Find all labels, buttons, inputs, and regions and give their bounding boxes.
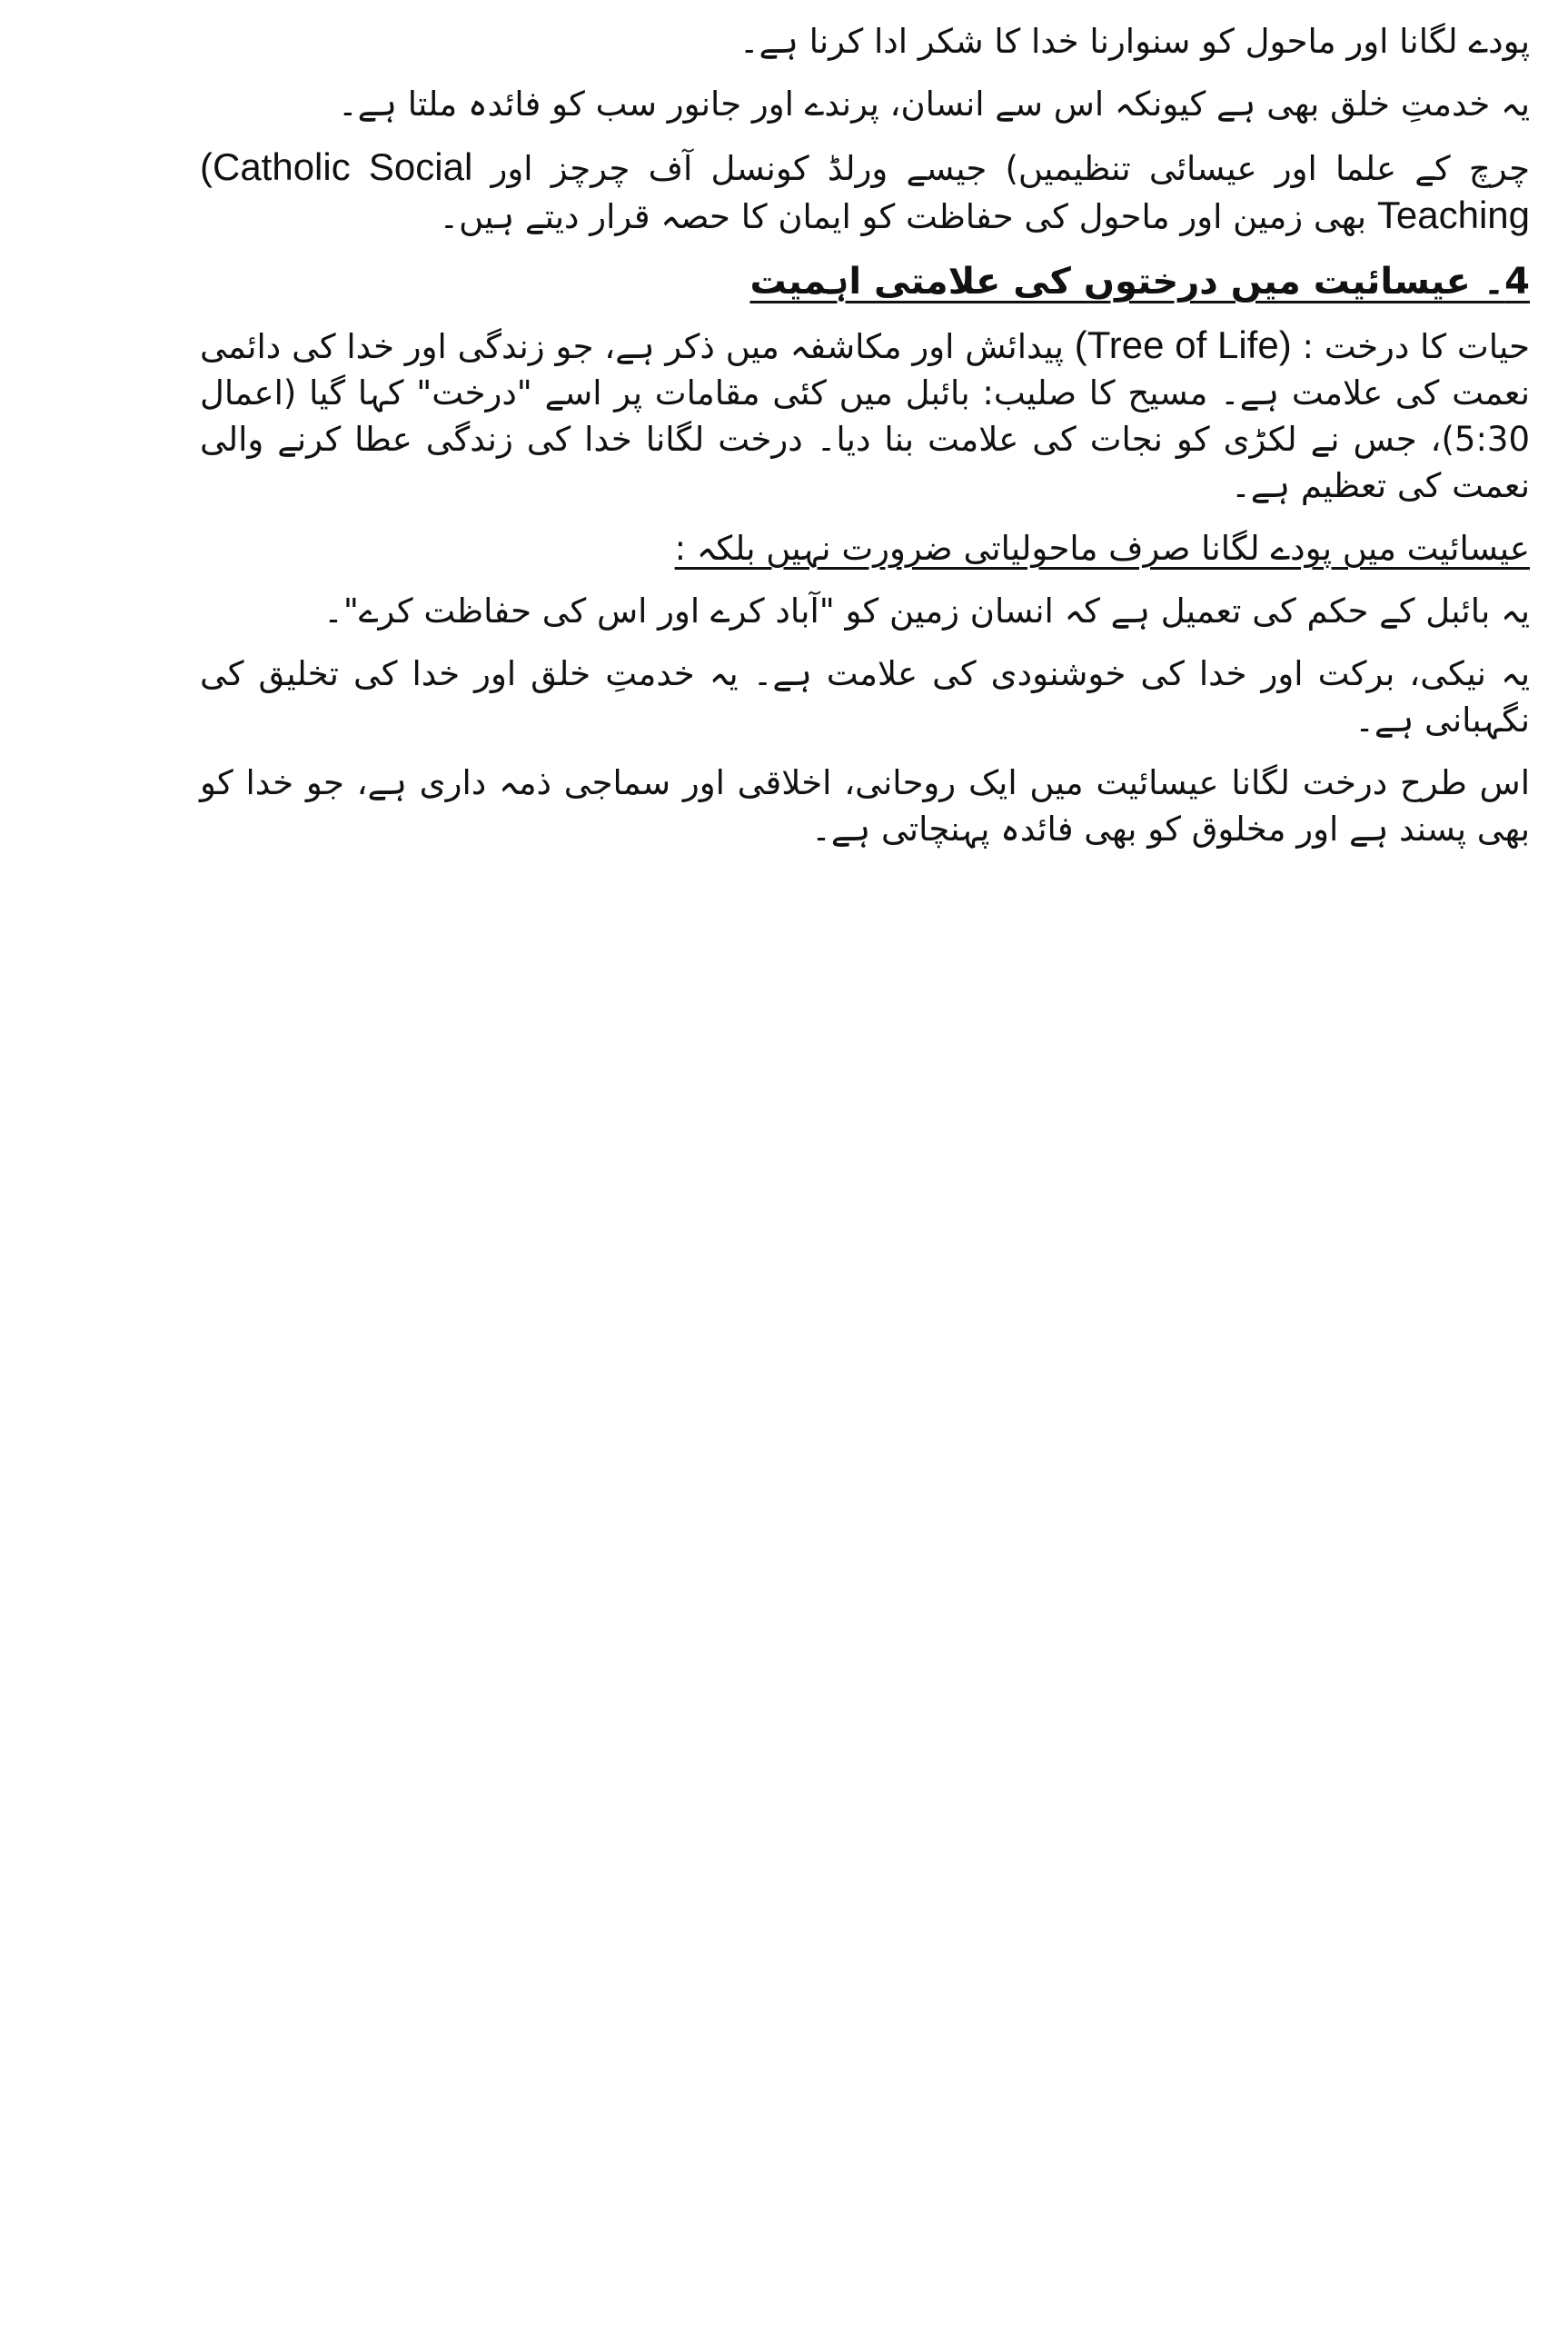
paragraph-church-organizations: [200, 144, 1530, 240]
tree-of-life-term: (Tree of Life): [1074, 323, 1292, 366]
subheading-text: عیسائیت میں پودے لگانا صرف ماحولیاتی ضرورت نہیں بلکہ :: [674, 529, 1530, 568]
paragraph-planting-gratitude: پودے لگانا اور ماحول کو سنوارنا خدا کا شکر ادا کرنا ہے۔: [739, 22, 1530, 61]
catholic-social-teaching-term: (Catholic Social Teaching: [200, 145, 1530, 236]
paragraph-virtue-blessing: یہ نیکی، برکت اور خدا کی خوشنودی کی علامت ہے۔ یہ خدمتِ خلق اور خدا کی تخلیق کی نگہبانی ہے۔: [200, 654, 1530, 740]
section-heading-tree-symbolism: [200, 256, 1530, 307]
paragraph-bible-command: یہ بائبل کے حکم کی تعمیل ہے کہ انسان زمین کو "آباد کرے اور اس کی حفاظت کرے"۔: [323, 591, 1530, 631]
subheading-planting-not-only-environmental: [200, 525, 1530, 572]
tree-of-life-label: حیات کا درخت :: [1302, 327, 1531, 366]
paragraph-service-to-creation: یہ خدمتِ خلق بھی ہے کیونکہ اس سے انسان، پرندے اور جانور سب کو فائدہ ملتا ہے۔: [337, 84, 1530, 124]
church-organizations-text: چرچ کے علما اور عیسائی تنظیمیں) جیسے ورلڈ کونسل آف چرچز اور: [491, 149, 1531, 188]
church-organizations-text-continued: بھی زمین اور ماحول کی حفاظت کو ایمان کا حصہ قرار دیتے ہیں۔: [439, 197, 1367, 236]
paragraph-conclusion: اس طرح درخت لگانا عیسائیت میں ایک روحانی، اخلاقی اور سماجی ذمہ داری ہے، جو خدا کو بھی پسند ہے اور مخلوق کو بھی فائدہ پہنچاتی ہے۔: [200, 763, 1530, 849]
section-heading-text: 4۔ عیسائیت میں درختوں کی علامتی اہمیت: [749, 261, 1530, 303]
tree-of-life-text: پیدائش اور مکاشفہ میں ذکر ہے، جو زندگی اور خدا کی دائمی نعمت کی علامت ہے۔ مسیح کا صلیب: بائبل میں کئی مقامات پر اسے "درخت" کہا گیا (اعمال 5:30)، جس نے لکڑی کو نجات کی علامت بنا دیا۔ درخت لگانا خدا کی زندگی عطا کرنے والی نعمت کی تعظیم ہے۔: [200, 327, 1530, 505]
paragraph-tree-of-life: [200, 322, 1530, 509]
